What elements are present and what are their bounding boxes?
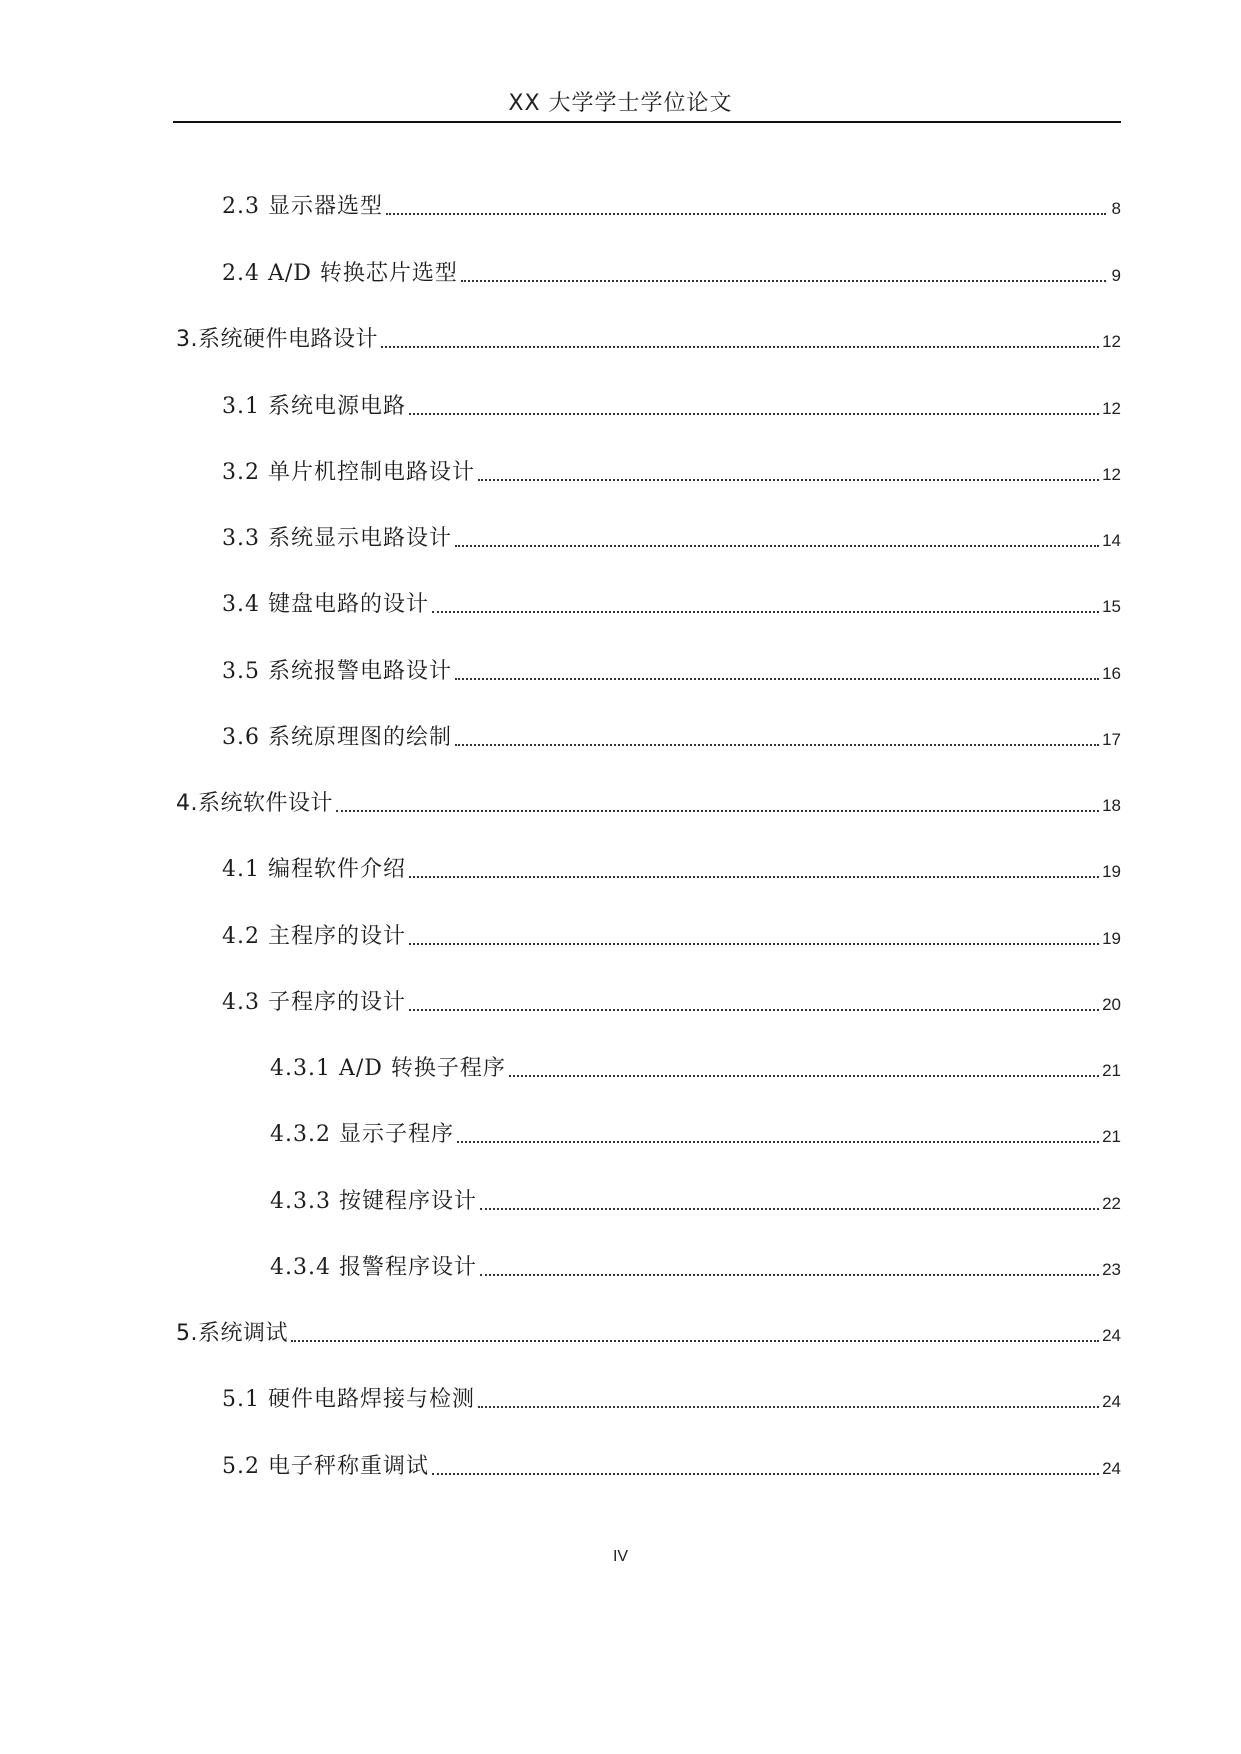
toc-page-number: 24 bbox=[1102, 1459, 1121, 1478]
toc-entry-label: 4.2 主程序的设计 bbox=[222, 924, 406, 949]
toc-leader-dots bbox=[381, 346, 1099, 348]
toc-page-number: 12 bbox=[1102, 332, 1121, 351]
toc-entry-label: 4.3.1 A/D 转换子程序 bbox=[270, 1056, 506, 1081]
toc-leader-dots bbox=[432, 611, 1099, 613]
toc-leader-dots bbox=[291, 1340, 1099, 1342]
toc-entry-4-3[interactable] bbox=[222, 983, 1121, 1017]
toc-entry-label: 4.3.2 显示子程序 bbox=[270, 1122, 454, 1147]
toc-entry-4-3-1[interactable] bbox=[270, 1049, 1121, 1083]
toc-entry-3-6[interactable] bbox=[222, 718, 1121, 752]
toc-entry-3-2[interactable] bbox=[222, 453, 1121, 487]
toc-page-number: 19 bbox=[1102, 929, 1121, 948]
toc-entry-5-1[interactable] bbox=[222, 1380, 1121, 1414]
toc-leader-dots bbox=[478, 1406, 1099, 1408]
toc-leader-dots bbox=[409, 1009, 1099, 1011]
toc-page-number: 12 bbox=[1102, 399, 1121, 418]
toc-page-number: 21 bbox=[1102, 1127, 1121, 1146]
toc-entry-label: 3.5 系统报警电路设计 bbox=[222, 659, 452, 684]
toc-entry-3-3[interactable] bbox=[222, 519, 1121, 553]
toc-leader-dots bbox=[409, 876, 1099, 878]
toc-page-number: 24 bbox=[1102, 1392, 1121, 1411]
toc-entry-3[interactable] bbox=[176, 320, 1121, 354]
toc-entry-label: 3.2 单片机控制电路设计 bbox=[222, 460, 475, 485]
toc-leader-dots bbox=[432, 1473, 1099, 1475]
toc-entry-label: 4.3.3 按键程序设计 bbox=[270, 1189, 477, 1214]
toc-page-number: 9 bbox=[1111, 266, 1121, 285]
toc-leader-dots bbox=[461, 280, 1106, 282]
toc-leader-dots bbox=[455, 744, 1099, 746]
toc-entry-4-3-3[interactable] bbox=[270, 1182, 1121, 1216]
toc-page-number: 19 bbox=[1102, 862, 1121, 881]
toc-entry-label: 5.系统调试 bbox=[176, 1321, 288, 1346]
toc-entry-label: 4.3.4 报警程序设计 bbox=[270, 1255, 477, 1280]
toc-page-number: 16 bbox=[1102, 664, 1121, 683]
toc-entry-label: 3.4 键盘电路的设计 bbox=[222, 592, 429, 617]
toc-leader-dots bbox=[455, 678, 1099, 680]
toc-page-number: 17 bbox=[1102, 730, 1121, 749]
toc-entry-label: 3.6 系统原理图的绘制 bbox=[222, 725, 452, 750]
toc-entry-label: 3.1 系统电源电路 bbox=[222, 394, 406, 419]
toc-entry-label: 4.1 编程软件介绍 bbox=[222, 857, 406, 882]
toc-page-number: 23 bbox=[1102, 1260, 1121, 1279]
toc-page-number: 24 bbox=[1102, 1326, 1121, 1345]
toc-entry-4-2[interactable] bbox=[222, 917, 1121, 951]
toc-entry-5[interactable] bbox=[176, 1314, 1121, 1348]
header-divider bbox=[173, 121, 1121, 123]
toc-page-number: 14 bbox=[1102, 531, 1121, 550]
toc-page-number: 22 bbox=[1102, 1194, 1121, 1213]
toc-entry-4-3-4[interactable] bbox=[270, 1248, 1121, 1282]
toc-entry-4[interactable] bbox=[176, 784, 1121, 818]
toc-leader-dots bbox=[478, 479, 1099, 481]
document-header-title: XX 大学学士学位论文 bbox=[508, 91, 733, 116]
toc-leader-dots bbox=[386, 213, 1106, 215]
toc-entry-label: 3.系统硬件电路设计 bbox=[176, 327, 378, 352]
toc-page-number: 8 bbox=[1111, 199, 1121, 218]
toc-entry-label: 4.系统软件设计 bbox=[176, 791, 333, 816]
toc-entry-4-3-2[interactable] bbox=[270, 1115, 1121, 1149]
toc-entry-label: 4.3 子程序的设计 bbox=[222, 990, 406, 1015]
toc-leader-dots bbox=[336, 810, 1099, 812]
toc-entry-3-4[interactable] bbox=[222, 585, 1121, 619]
toc-leader-dots bbox=[457, 1141, 1099, 1143]
toc-entry-label: 5.2 电子秤称重调试 bbox=[222, 1454, 429, 1479]
toc-leader-dots bbox=[509, 1075, 1099, 1077]
toc-entry-label: 5.1 硬件电路焊接与检测 bbox=[222, 1387, 475, 1412]
toc-leader-dots bbox=[409, 943, 1099, 945]
page-number-footer: IV bbox=[612, 1548, 629, 1565]
toc-entry-5-2[interactable] bbox=[222, 1447, 1121, 1481]
toc-entry-3-5[interactable] bbox=[222, 652, 1121, 686]
toc-leader-dots bbox=[409, 413, 1099, 415]
toc-entry-label: 2.3 显示器选型 bbox=[222, 194, 383, 219]
toc-leader-dots bbox=[480, 1208, 1099, 1210]
toc-leader-dots bbox=[480, 1274, 1099, 1276]
toc-entry-3-1[interactable] bbox=[222, 387, 1121, 421]
toc-page-number: 18 bbox=[1102, 796, 1121, 815]
toc-page-number: 21 bbox=[1102, 1061, 1121, 1080]
toc-entry-label: 3.3 系统显示电路设计 bbox=[222, 526, 452, 551]
toc-entry-2-4[interactable] bbox=[222, 254, 1121, 288]
toc-page-number: 12 bbox=[1102, 465, 1121, 484]
toc-page-number: 20 bbox=[1102, 995, 1121, 1014]
toc-page-number: 15 bbox=[1102, 597, 1121, 616]
toc-entry-2-3[interactable] bbox=[222, 187, 1121, 221]
toc-leader-dots bbox=[455, 545, 1099, 547]
toc-entry-label: 2.4 A/D 转换芯片选型 bbox=[222, 261, 458, 286]
toc-entry-4-1[interactable] bbox=[222, 850, 1121, 884]
